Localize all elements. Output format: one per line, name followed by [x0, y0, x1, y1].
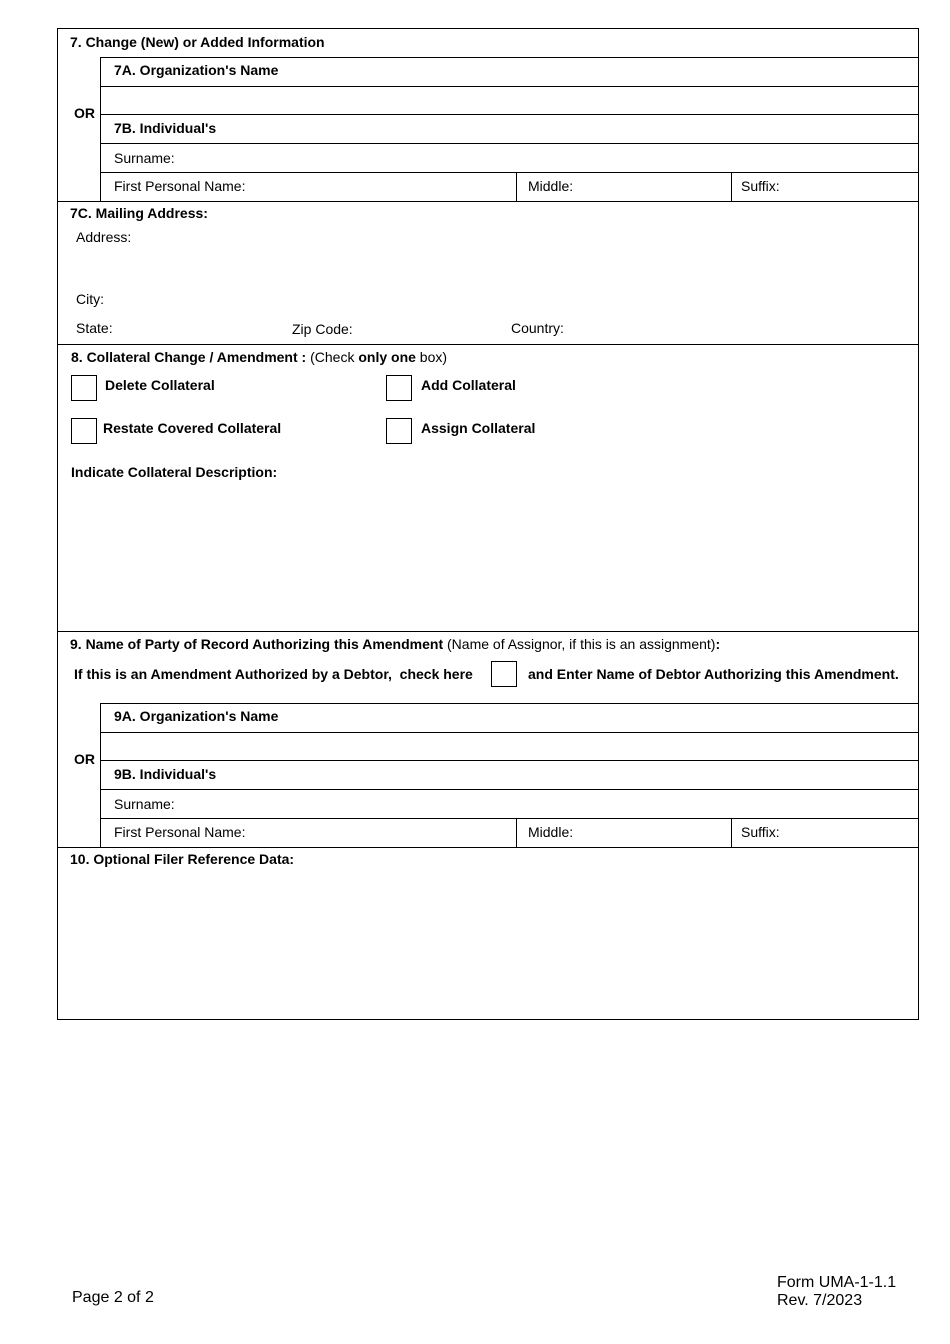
org-name-9a-field[interactable]: [101, 733, 918, 759]
zip-code-label: Zip Code:: [292, 321, 353, 337]
first-name-9b-label: First Personal Name:: [114, 824, 246, 840]
assign-collateral-label: Assign Collateral: [421, 420, 536, 436]
form-id: Form UMA-1-1.1: [777, 1274, 897, 1291]
delete-collateral-checkbox[interactable]: [71, 375, 97, 401]
surname-7b-label: Surname:: [114, 150, 175, 166]
section9-title: 9. Name of Party of Record Authorizing this Amendment (Name of Assignor, if this is an assignment):: [70, 636, 721, 652]
collateral-description-field[interactable]: [70, 485, 916, 625]
section7-title: 7. Change (New) or Added Information: [70, 34, 325, 50]
form-revision: Rev. 7/2023: [777, 1292, 863, 1309]
assign-collateral-checkbox[interactable]: [386, 418, 412, 444]
surname-9b-field[interactable]: [180, 790, 918, 817]
city-label: City:: [76, 291, 104, 307]
mailing-address-title: 7C. Mailing Address:: [70, 205, 208, 221]
state-label: State:: [76, 320, 113, 336]
org-name-7a-label: 7A. Organization's Name: [114, 62, 279, 78]
org-name-7a-field[interactable]: [101, 87, 918, 113]
middle-7b-label: Middle:: [528, 178, 574, 194]
section7-or-label: OR: [74, 105, 95, 121]
address-field[interactable]: [76, 248, 916, 288]
filer-reference-field[interactable]: [70, 872, 916, 1014]
section8-title: 8. Collateral Change / Amendment : (Check only one box): [71, 349, 448, 365]
state-field[interactable]: [118, 318, 278, 340]
debtor-authorized-text-left: If this is an Amendment Authorized by a Debtor, check here: [74, 666, 473, 682]
first-name-7b-label: First Personal Name:: [114, 178, 246, 194]
country-label: Country:: [511, 320, 564, 336]
delete-collateral-label: Delete Collateral: [105, 377, 215, 393]
add-collateral-checkbox[interactable]: [386, 375, 412, 401]
debtor-authorized-checkbox[interactable]: [491, 661, 517, 687]
restate-collateral-label: Restate Covered Collateral: [103, 420, 282, 436]
individual-7b-label: 7B. Individual's: [114, 120, 217, 136]
surname-7b-field[interactable]: [180, 144, 918, 171]
suffix-9b-field[interactable]: [786, 819, 918, 846]
section9-or-label: OR: [74, 751, 95, 767]
section10-title: 10. Optional Filer Reference Data:: [70, 851, 295, 867]
zip-code-field[interactable]: [358, 318, 498, 340]
debtor-authorized-text-right: and Enter Name of Debtor Authorizing this Amendment.: [528, 666, 899, 682]
restate-collateral-checkbox[interactable]: [71, 418, 97, 444]
surname-9b-label: Surname:: [114, 796, 175, 812]
add-collateral-label: Add Collateral: [421, 377, 516, 393]
middle-9b-field[interactable]: [578, 819, 730, 846]
collateral-description-label: Indicate Collateral Description:: [71, 464, 278, 480]
first-name-7b-field[interactable]: [255, 173, 515, 200]
individual-9b-label: 9B. Individual's: [114, 766, 217, 782]
suffix-9b-label: Suffix:: [741, 824, 780, 840]
middle-7b-field[interactable]: [578, 173, 730, 200]
suffix-7b-field[interactable]: [786, 173, 918, 200]
country-field[interactable]: [570, 318, 916, 340]
first-name-9b-field[interactable]: [255, 819, 515, 846]
org-name-9a-label: 9A. Organization's Name: [114, 708, 279, 724]
address-label: Address:: [76, 229, 132, 245]
suffix-7b-label: Suffix:: [741, 178, 780, 194]
page-number: Page 2 of 2: [72, 1289, 154, 1306]
middle-9b-label: Middle:: [528, 824, 574, 840]
city-field[interactable]: [110, 290, 916, 310]
